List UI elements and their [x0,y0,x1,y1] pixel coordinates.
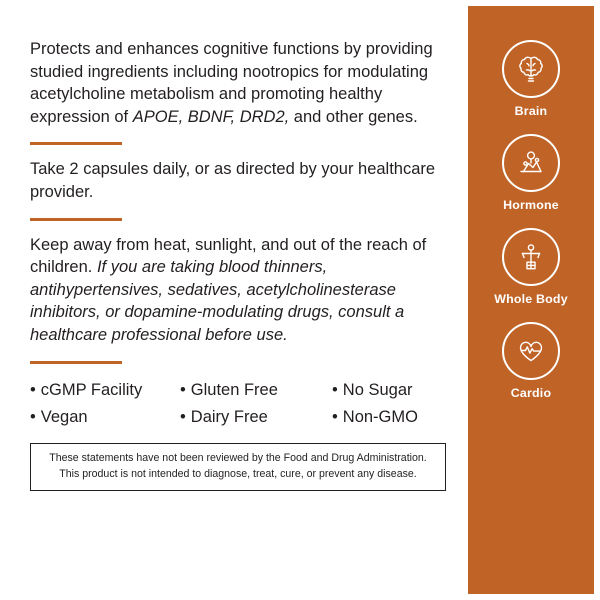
bullet-item [180,406,332,430]
bullet-item [332,406,446,430]
bullet-item [30,406,180,430]
icon-caption: Brain [514,104,548,118]
bullet-label: No Sugar [342,380,413,399]
warning-text-pre: Keep away from heat, sunlight, and out of the reach of children. [30,235,427,277]
certification-bullets [30,379,446,431]
icon-caption: Whole Body [494,292,568,306]
paragraph-directions: Take 2 capsules daily, or as directed by your healthcare provider. [30,160,436,201]
bullet-item [332,379,446,403]
icon-block-cardio [502,322,560,400]
main-text-panel [6,6,468,594]
divider-2 [30,218,122,221]
bullet-label: cGMP Facility [40,380,143,399]
bullet-label: Gluten Free [190,380,278,399]
bullet-dot-icon: • [30,408,36,427]
benefits-text-post: and other genes. [289,107,418,126]
cardio-icon [502,322,560,380]
icon-sidebar [468,6,594,594]
bullet-label: Dairy Free [190,408,268,427]
bullet-dot-icon: • [180,380,186,399]
icon-caption: Cardio [510,386,552,400]
bullet-dot-icon: • [180,408,186,427]
icon-caption: Hormone [503,198,559,212]
benefits-gene-list: APOE, BDNF, DRD2, [132,107,290,126]
divider-3 [30,361,122,364]
bullet-label: Vegan [40,408,88,427]
benefits-text-pre: Protects and enhances cognitive functions by providing studied ingredients including nootropics for modulating acetylcholine metabolism and promoting healthy expression of [30,40,433,126]
paragraph-benefits [30,38,446,128]
bullet-dot-icon: • [30,380,36,399]
warning-text-italic: If you are taking blood thinners, antihypertensives, sedatives, acetylcholinesterase inhibitors, or dopamine-modulating drugs, consult a healthcare professional before use. [30,258,405,344]
whole-body-icon [502,228,560,286]
hormone-icon [502,134,560,192]
bullet-label: Non-GMO [342,408,418,427]
bullet-item [180,379,332,403]
divider-1 [30,142,122,145]
bullet-dot-icon: • [332,408,338,427]
icon-block-brain [502,40,560,118]
fda-disclaimer: These statements have not been reviewed by the Food and Drug Administration. This product is not intended to diagnose, treat, cure, or prevent any disease. [30,443,446,491]
icon-block-whole-body [494,228,568,306]
bullet-dot-icon: • [332,380,338,399]
bullet-item [30,379,180,403]
icon-block-hormone [502,134,560,212]
paragraph-warning [30,234,446,347]
brain-icon [502,40,560,98]
